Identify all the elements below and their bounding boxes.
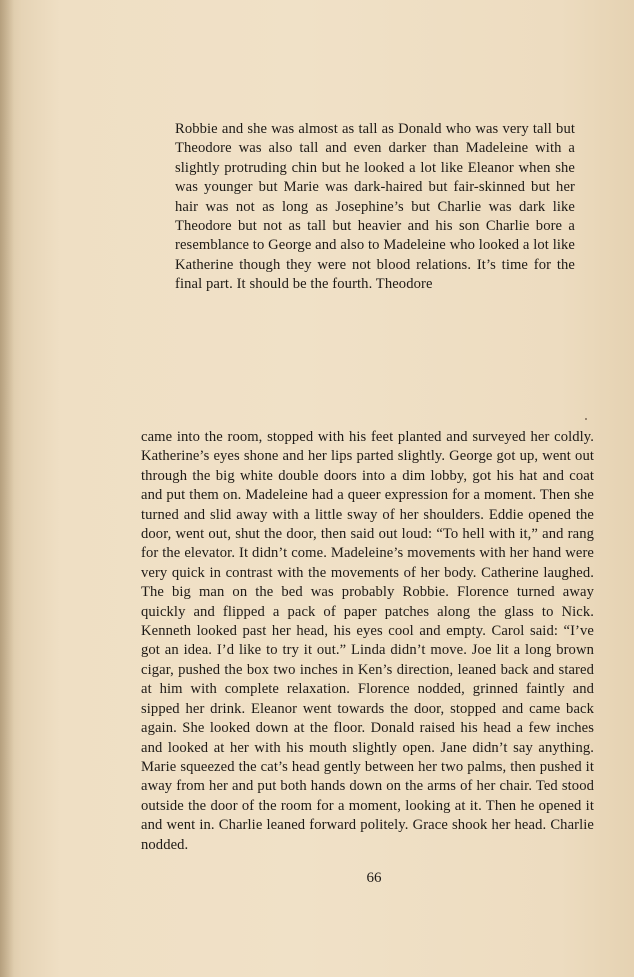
paper-speck: [585, 418, 587, 420]
page-number: 66: [366, 870, 382, 886]
main-paragraph: came into the room, stopped with his feet planted and surveyed her coldly. Katherine’s eyes shone and her lips parted slightly. George got up, went out through the big white double doors into a dim lobby, got his hat and coat and put them on. Madeleine had a queer expression for a moment. Then she turned and slid away with a little sway of her shoulders. Eddie opened the door, went out, shut the door, then said out loud: “To hell with it,” and rang for the elevator. It didn’t come. Madeleine’s movements with her hand were very quick in contrast with the movements of her body. Catherine laughed. The big man on the bed was probably Robbie. Florence turned away quickly and flipped a pack of paper patches along the glass to Nick. Kenneth looked past her head, his eyes cool and empty. Carol said: “I’ve got an idea. I’d like to try it out.” Linda didn’t move. Joe lit a long brown cigar, pushed the box two inches in Ken’s direction, leaned back and stared at him with complete relaxation. Florence nodded, grinned faintly and sipped her drink. Eleanor went towards the door, stopped and came back again. She looked down at the floor. Donald raised his head a few inches and looked at her with his mouth slightly open. Jane didn’t say anything. Marie squeezed the cat’s head gently between her two palms, then pushed it away from her and put both hands down on the arms of her chair. Ted stood outside the door of the room for a moment, looking at it. Then he opened it and went in. Charlie leaned forward politely. Grace shook her head. Charlie nodded.: [141, 429, 594, 853]
top-paragraph: Robbie and she was almost as tall as Donald who was very tall but Theodore was also tall and even darker than Madeleine with a slightly protruding chin but he looked a lot like Eleanor when she was younger but Marie was dark-haired but fair-skinned but her hair was not as long as Josephine’s but Charlie was dark like Theodore but not as tall but heavier and his son Charlie bore a resemblance to George and also to Madeleine who looked a lot like Katherine though they were not blood relations. It’s time for the final part. It should be the fourth. Theodore: [175, 121, 575, 293]
page-gutter-shadow: [0, 0, 14, 977]
